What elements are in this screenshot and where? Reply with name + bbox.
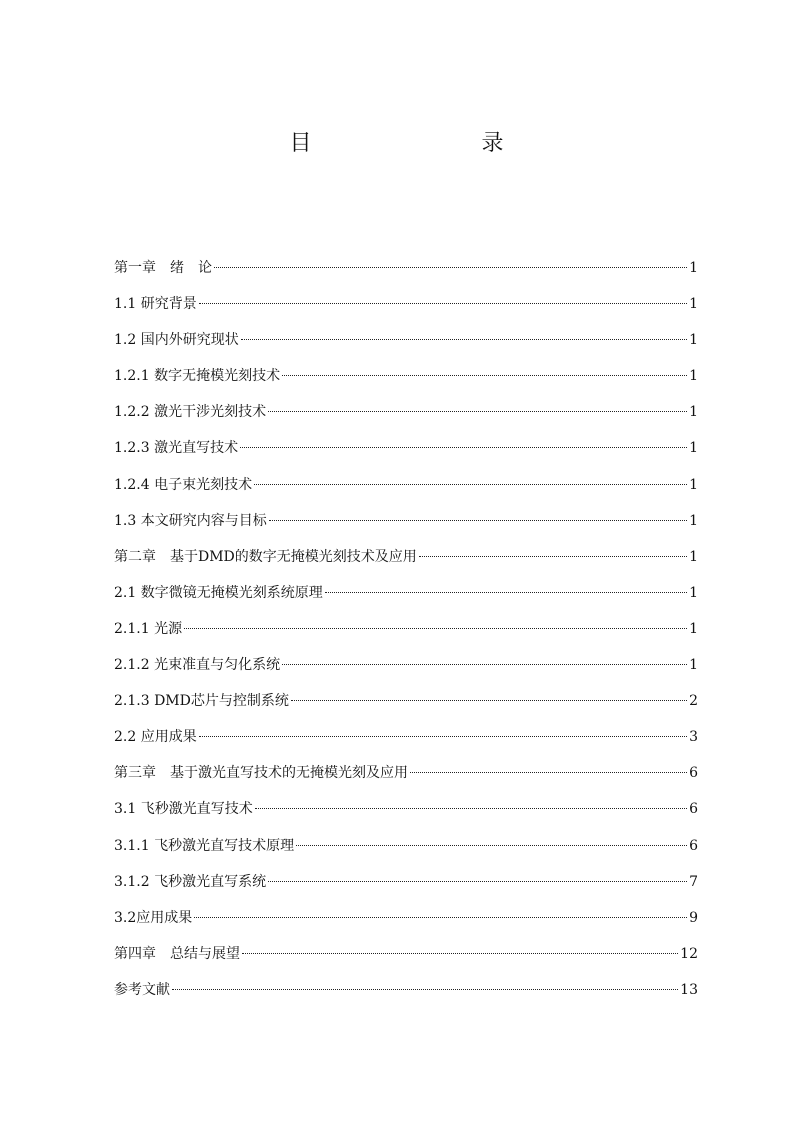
- toc-entry-page-number: 6: [689, 765, 698, 782]
- toc-entry[interactable]: [114, 503, 698, 539]
- toc-entry-page-number: 1: [689, 476, 698, 493]
- toc-entry[interactable]: [114, 575, 698, 611]
- toc-leader-dots: [410, 772, 687, 773]
- toc-entry-label: 3.1.2 飞秒激光直写系统: [114, 873, 267, 890]
- toc-entry[interactable]: [114, 358, 698, 394]
- toc-entry-page-number: 1: [689, 620, 698, 637]
- toc-entry-page-number: 1: [689, 260, 698, 276]
- toc-entry-label: 1.3 本文研究内容与目标: [114, 512, 267, 529]
- toc-entry-label: 1.2.1 数字无掩模光刻技术: [114, 368, 281, 385]
- toc-entry-label: 2.1.2 光束准直与匀化系统: [114, 657, 281, 674]
- toc-entry-label: 1.2.4 电子束光刻技术: [114, 476, 253, 493]
- toc-entry-label: 2.1.1 光源: [114, 620, 183, 637]
- toc-leader-dots: [254, 484, 687, 485]
- toc-entry-page-number: 1: [689, 296, 698, 313]
- toc-leader-dots: [268, 411, 687, 412]
- toc-entry-page-number: 6: [689, 801, 698, 818]
- toc-entry[interactable]: [114, 719, 698, 755]
- toc-entry[interactable]: [114, 286, 698, 322]
- toc-entry-label: 2.1.3 DMD芯片与控制系统: [114, 693, 289, 710]
- toc-entry[interactable]: [114, 755, 698, 791]
- toc-entry-page-number: 1: [689, 657, 698, 674]
- toc-entry[interactable]: [114, 611, 698, 647]
- table-of-contents: [114, 250, 698, 1008]
- toc-entry[interactable]: [114, 322, 698, 358]
- toc-entry-page-number: 1: [689, 404, 698, 421]
- toc-entry-label: 1.2.2 激光干涉光刻技术: [114, 404, 267, 421]
- toc-leader-dots: [199, 736, 687, 737]
- toc-entry[interactable]: [114, 467, 698, 503]
- toc-leader-dots: [282, 375, 687, 376]
- toc-entry-page-number: 1: [689, 368, 698, 385]
- toc-entry[interactable]: [114, 900, 698, 936]
- toc-entry-label: 2.2 应用成果: [114, 729, 197, 746]
- toc-entry-page-number: 6: [689, 837, 698, 854]
- toc-leader-dots: [255, 808, 687, 809]
- toc-leader-dots: [184, 628, 687, 629]
- toc-entry-label: 1.1 研究背景: [114, 296, 197, 313]
- toc-entry-page-number: 1: [689, 332, 698, 349]
- toc-entry-page-number: 1: [689, 512, 698, 529]
- toc-leader-dots: [268, 881, 687, 882]
- toc-entry-page-number: 1: [689, 440, 698, 457]
- toc-entry[interactable]: [114, 430, 698, 466]
- toc-entry-page-number: 9: [689, 909, 698, 926]
- toc-entry-label: 参考文献: [114, 981, 170, 998]
- toc-entry-label: 2.1 数字微镜无掩模光刻系统原理: [114, 584, 323, 601]
- toc-leader-dots: [214, 267, 687, 268]
- toc-entry-label: 第一章 绪 论: [114, 260, 212, 276]
- toc-leader-dots: [241, 339, 687, 340]
- page-title: 目 录: [289, 131, 546, 156]
- toc-entry-label: 3.2应用成果: [114, 909, 193, 926]
- toc-entry-label: 3.1 飞秒激光直写技术: [114, 801, 253, 818]
- toc-entry[interactable]: [114, 683, 698, 719]
- toc-entry[interactable]: [114, 828, 698, 864]
- toc-entry[interactable]: [114, 647, 698, 683]
- toc-leader-dots: [296, 845, 687, 846]
- toc-leader-dots: [325, 592, 687, 593]
- toc-entry-label: 1.2 国内外研究现状: [114, 332, 239, 349]
- toc-entry-page-number: 3: [689, 729, 698, 746]
- toc-entry-page-number: 13: [680, 981, 698, 998]
- toc-entry-label: 3.1.1 飞秒激光直写技术原理: [114, 837, 295, 854]
- toc-entry[interactable]: [114, 394, 698, 430]
- toc-entry[interactable]: [114, 864, 698, 900]
- toc-leader-dots: [194, 917, 687, 918]
- toc-entry[interactable]: [114, 539, 698, 575]
- toc-entry-label: 第二章 基于DMD的数字无掩模光刻技术及应用: [114, 548, 417, 565]
- toc-entry[interactable]: [114, 250, 698, 286]
- toc-leader-dots: [242, 953, 678, 954]
- toc-entry-page-number: 12: [680, 945, 698, 962]
- toc-entry-page-number: 2: [689, 693, 698, 710]
- toc-entry[interactable]: [114, 791, 698, 827]
- toc-entry[interactable]: [114, 936, 698, 972]
- toc-leader-dots: [172, 989, 678, 990]
- toc-entry-page-number: 1: [689, 584, 698, 601]
- toc-entry-page-number: 1: [689, 548, 698, 565]
- toc-leader-dots: [199, 303, 687, 304]
- toc-entry-label: 1.2.3 激光直写技术: [114, 440, 239, 457]
- toc-leader-dots: [240, 447, 687, 448]
- toc-leader-dots: [419, 556, 687, 557]
- toc-leader-dots: [282, 664, 687, 665]
- toc-leader-dots: [269, 520, 687, 521]
- toc-leader-dots: [291, 700, 687, 701]
- toc-entry-label: 第四章 总结与展望: [114, 945, 240, 962]
- toc-entry[interactable]: [114, 972, 698, 1008]
- toc-entry-page-number: 7: [689, 873, 698, 890]
- toc-entry-label: 第三章 基于激光直写技术的无掩模光刻及应用: [114, 765, 408, 782]
